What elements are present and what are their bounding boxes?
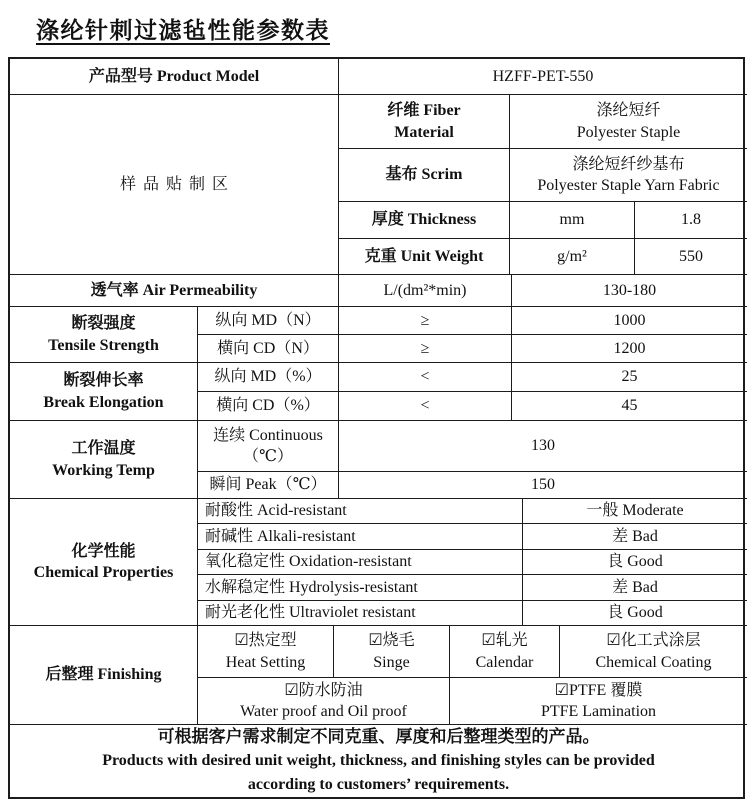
elongation-label-en: Break Elongation xyxy=(43,393,164,411)
continuous-temp-value: 130 xyxy=(339,421,747,472)
product-model-value: HZFF-PET-550 xyxy=(339,59,747,95)
sample-area-label: 样品贴制区 xyxy=(119,175,235,193)
elongation-cd-direction: 横向 CD（%） xyxy=(198,392,339,421)
air-permeability-unit: L/(dm²*min) xyxy=(339,275,512,307)
page-title: 涤纶针刺过滤毡性能参数表 xyxy=(36,18,330,43)
hydrolysis-resistant-property: 水解稳定性 Hydrolysis-resistant xyxy=(198,575,523,601)
thickness-value: 1.8 xyxy=(635,202,747,239)
table-row xyxy=(198,335,747,363)
finishing-chemical-coating-en: Chemical Coating xyxy=(595,653,712,671)
chemical-properties-label xyxy=(10,499,198,626)
tensile-label-en: Tensile Strength xyxy=(48,336,159,354)
tensile-cd-direction: 横向 CD（N） xyxy=(198,335,339,363)
tensile-label-zh: 断裂强度 xyxy=(71,315,136,333)
chemical-properties-group xyxy=(10,499,743,626)
table-row xyxy=(198,421,747,472)
footer-note-en-line1: Products with desired unit weight, thickness, and finishing styles can be provided xyxy=(102,752,655,769)
elongation-md-operator: < xyxy=(339,363,512,392)
air-permeability-value: 130-180 xyxy=(512,275,747,307)
fiber-value xyxy=(510,95,747,149)
fiber-label-en: Material xyxy=(394,123,454,141)
table-row xyxy=(339,149,747,202)
tensile-md-value: 1000 xyxy=(512,307,747,335)
tensile-cd-operator: ≥ xyxy=(339,335,512,363)
table-row xyxy=(198,307,747,335)
footer-note xyxy=(10,725,747,797)
table-row xyxy=(198,626,747,678)
sample-area-group xyxy=(10,95,743,275)
table-row xyxy=(198,550,747,575)
peak-temp-value: 150 xyxy=(339,472,747,499)
finishing-group xyxy=(10,626,743,725)
oxidation-resistant-rating: 良 Good xyxy=(523,550,747,575)
unit-weight-value: 550 xyxy=(635,239,747,275)
finishing-singe-en: Singe xyxy=(373,653,410,671)
fiber-value-zh: 涤纶短纤 xyxy=(596,102,661,120)
alkali-resistant-rating: 差 Bad xyxy=(523,524,747,550)
chemical-label-zh: 化学性能 xyxy=(71,542,136,560)
finishing-waterproof-zh: 防水防油 xyxy=(298,681,363,699)
elongation-label-zh: 断裂伸长率 xyxy=(63,372,144,390)
tensile-md-direction: 纵向 MD（N） xyxy=(198,307,339,335)
table-row xyxy=(339,239,747,275)
ultraviolet-resistant-rating: 良 Good xyxy=(523,601,747,626)
break-elongation-label xyxy=(10,363,198,421)
table-row xyxy=(10,59,743,95)
footer-note-zh: 可根据客户需求制定不同克重、厚度和后整理类型的产品。 xyxy=(157,727,600,746)
acid-resistant-rating: 一般 Moderate xyxy=(523,499,747,524)
table-row xyxy=(198,499,747,524)
checked-checkbox-icon: ☑ xyxy=(234,632,249,650)
oxidation-resistant-property: 氧化稳定性 Oxidation-resistant xyxy=(198,550,523,575)
finishing-ptfe-zh: PTFE 覆膜 xyxy=(568,681,643,699)
tensile-md-operator: ≥ xyxy=(339,307,512,335)
finishing-chemical-coating-zh: 化工式涂层 xyxy=(620,632,701,650)
hydrolysis-resistant-rating: 差 Bad xyxy=(523,575,747,601)
finishing-ptfe-en: PTFE Lamination xyxy=(540,703,657,720)
table-row xyxy=(339,95,747,149)
tensile-strength-group xyxy=(10,307,743,363)
ultraviolet-resistant-property: 耐光老化性 Ultraviolet resistant xyxy=(198,601,523,626)
tensile-cd-value: 1200 xyxy=(512,335,747,363)
thickness-label: 厚度 Thickness xyxy=(339,202,510,239)
working-temp-label xyxy=(10,421,198,499)
elongation-cd-value: 45 xyxy=(512,392,747,421)
finishing-option-calendar xyxy=(450,626,560,678)
finishing-calendar-zh: 轧光 xyxy=(495,632,528,650)
checked-checkbox-icon: ☑ xyxy=(284,681,299,699)
checked-checkbox-icon: ☑ xyxy=(554,681,569,699)
fiber-label-zh: 纤维 Fiber xyxy=(387,102,461,120)
acid-resistant-property: 耐酸性 Acid-resistant xyxy=(198,499,523,524)
continuous-temp-condition: 连续 Continuous（℃） xyxy=(198,421,339,472)
air-permeability-label: 透气率 Air Permeability xyxy=(10,275,339,307)
break-elongation-group xyxy=(10,363,743,421)
scrim-label: 基布 Scrim xyxy=(339,149,510,202)
thickness-unit: mm xyxy=(510,202,635,239)
table-row xyxy=(198,601,747,626)
table-row xyxy=(198,575,747,601)
finishing-calendar-en: Calendar xyxy=(475,653,534,671)
footer-note-en-line2: according to customers’ requirements. xyxy=(247,776,510,793)
table-row xyxy=(198,678,747,725)
checked-checkbox-icon: ☑ xyxy=(481,632,496,650)
checked-checkbox-icon: ☑ xyxy=(606,632,621,650)
table-row xyxy=(10,275,743,307)
finishing-option-singe xyxy=(334,626,450,678)
table-row xyxy=(198,363,747,392)
peak-temp-condition: 瞬间 Peak（℃） xyxy=(198,472,339,499)
unit-weight-unit: g/m² xyxy=(510,239,635,275)
scrim-value-en: Polyester Staple Yarn Fabric xyxy=(537,177,720,194)
working-temp-label-zh: 工作温度 xyxy=(71,440,136,458)
finishing-option-ptfe xyxy=(450,678,747,725)
spec-table xyxy=(8,57,745,799)
elongation-md-value: 25 xyxy=(512,363,747,392)
finishing-heat-setting-en: Heat Setting xyxy=(225,653,306,671)
table-row xyxy=(198,524,747,550)
scrim-value-zh: 涤纶短纤纱基布 xyxy=(572,155,685,173)
unit-weight-label: 克重 Unit Weight xyxy=(339,239,510,275)
working-temp-group xyxy=(10,421,743,499)
table-row xyxy=(339,202,747,239)
finishing-label: 后整理 Finishing xyxy=(10,626,198,725)
fiber-label xyxy=(339,95,510,149)
finishing-waterproof-en: Water proof and Oil proof xyxy=(240,703,407,720)
fiber-value-en: Polyester Staple xyxy=(576,123,681,141)
elongation-md-direction: 纵向 MD（%） xyxy=(198,363,339,392)
elongation-cd-operator: < xyxy=(339,392,512,421)
finishing-option-chemical-coating xyxy=(560,626,747,678)
table-row xyxy=(10,725,743,797)
chemical-label-en: Chemical Properties xyxy=(33,564,174,581)
checked-checkbox-icon: ☑ xyxy=(368,632,383,650)
working-temp-label-en: Working Temp xyxy=(52,461,155,479)
product-model-label: 产品型号 Product Model xyxy=(10,59,339,95)
finishing-option-heat-setting xyxy=(198,626,334,678)
alkali-resistant-property: 耐碱性 Alkali-resistant xyxy=(198,524,523,550)
finishing-singe-zh: 烧毛 xyxy=(382,632,415,650)
finishing-heat-setting-zh: 热定型 xyxy=(248,632,297,650)
table-row xyxy=(198,392,747,421)
table-row xyxy=(198,472,747,499)
finishing-option-waterproof xyxy=(198,678,450,725)
tensile-strength-label xyxy=(10,307,198,363)
sample-area-cell xyxy=(10,95,339,275)
scrim-value xyxy=(510,149,747,202)
